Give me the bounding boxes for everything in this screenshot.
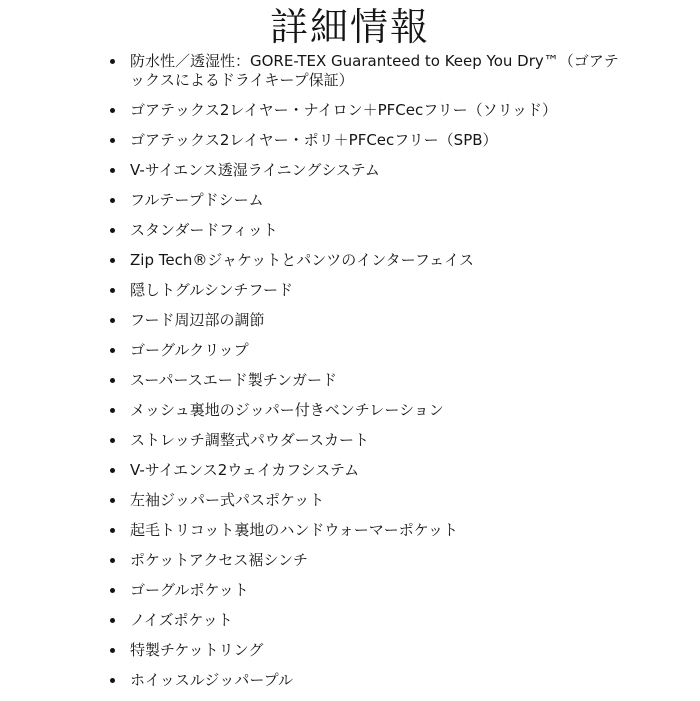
list-item: [0, 491, 700, 510]
list-item-text: スタンダードフィット: [130, 221, 278, 239]
feature-list: [0, 52, 700, 701]
list-item-text: ゴアテックス2レイヤー・ナイロン＋PFCecフリー（ソリッド）: [130, 101, 558, 119]
bullet-icon: [110, 528, 115, 533]
bullet-icon: [110, 678, 115, 683]
list-item: [0, 431, 700, 450]
list-item: [0, 131, 700, 150]
page-title: 詳細情報: [269, 5, 430, 49]
list-item: [0, 401, 700, 420]
list-item: [0, 311, 700, 330]
bullet-icon: [110, 648, 115, 653]
list-item-text: 起毛トリコット裏地のハンドウォーマーポケット: [130, 521, 459, 539]
list-item: [0, 341, 700, 360]
bullet-icon: [110, 438, 115, 443]
list-item-text: ノイズポケット: [130, 611, 233, 629]
list-item: [0, 191, 700, 210]
list-item-text: スーパースエード製チンガード: [130, 371, 338, 389]
list-item-text: ポケットアクセス裾シンチ: [130, 551, 308, 569]
bullet-icon: [110, 138, 115, 143]
bullet-icon: [110, 228, 115, 233]
list-item: [0, 221, 700, 240]
list-item: [0, 461, 700, 480]
list-item-text: 特製チケットリング: [130, 641, 264, 659]
bullet-icon: [110, 348, 115, 353]
list-item: [0, 581, 700, 600]
list-item: [0, 281, 700, 300]
list-item-text: ゴアテックス2レイヤー・ポリ＋PFCecフリー（SPB）: [130, 131, 498, 149]
list-item-text: ストレッチ調整式パウダースカート: [130, 431, 369, 449]
list-item-text: 防水性／透湿性：GORE-TEX Guaranteed to Keep You Dry™（ゴアテックスによるドライキープ保証）: [130, 52, 619, 89]
list-item-text: ホイッスルジッパープル: [130, 671, 293, 689]
list-item-text: ゴーグルポケット: [130, 581, 249, 599]
list-item: [0, 161, 700, 180]
list-item-text: Zip Tech®ジャケットとパンツのインターフェイス: [130, 251, 475, 269]
list-item-text: メッシュ裏地のジッパー付きベンチレーション: [130, 401, 444, 419]
bullet-icon: [110, 558, 115, 563]
list-item: [0, 551, 700, 570]
list-item: [0, 611, 700, 630]
bullet-icon: [110, 288, 115, 293]
bullet-icon: [110, 108, 115, 113]
list-item-text: V-サイエンス2ウェイカフシステム: [130, 461, 360, 479]
list-item-text: 隠しトグルシンチフード: [130, 281, 294, 299]
bullet-icon: [110, 618, 115, 623]
bullet-icon: [110, 59, 115, 64]
list-item: [0, 641, 700, 660]
list-item: [0, 371, 700, 390]
list-item: [0, 521, 700, 540]
list-item: [0, 101, 700, 120]
bullet-icon: [110, 408, 115, 413]
bullet-icon: [110, 378, 115, 383]
list-item: [0, 251, 700, 270]
bullet-icon: [110, 588, 115, 593]
list-item-text: フルテープドシーム: [130, 191, 264, 209]
list-item-text: ゴーグルクリップ: [130, 341, 249, 359]
bullet-icon: [110, 498, 115, 503]
list-item: [0, 671, 700, 690]
list-item-text: 左袖ジッパー式パスポケット: [130, 491, 325, 509]
list-item-text: フード周辺部の調節: [130, 311, 265, 329]
bullet-icon: [110, 168, 115, 173]
bullet-icon: [110, 318, 115, 323]
list-item: [0, 52, 700, 90]
bullet-icon: [110, 198, 115, 203]
bullet-icon: [110, 468, 115, 473]
bullet-icon: [110, 258, 115, 263]
list-item-text: V-サイエンス透湿ライニングシステム: [130, 161, 380, 179]
